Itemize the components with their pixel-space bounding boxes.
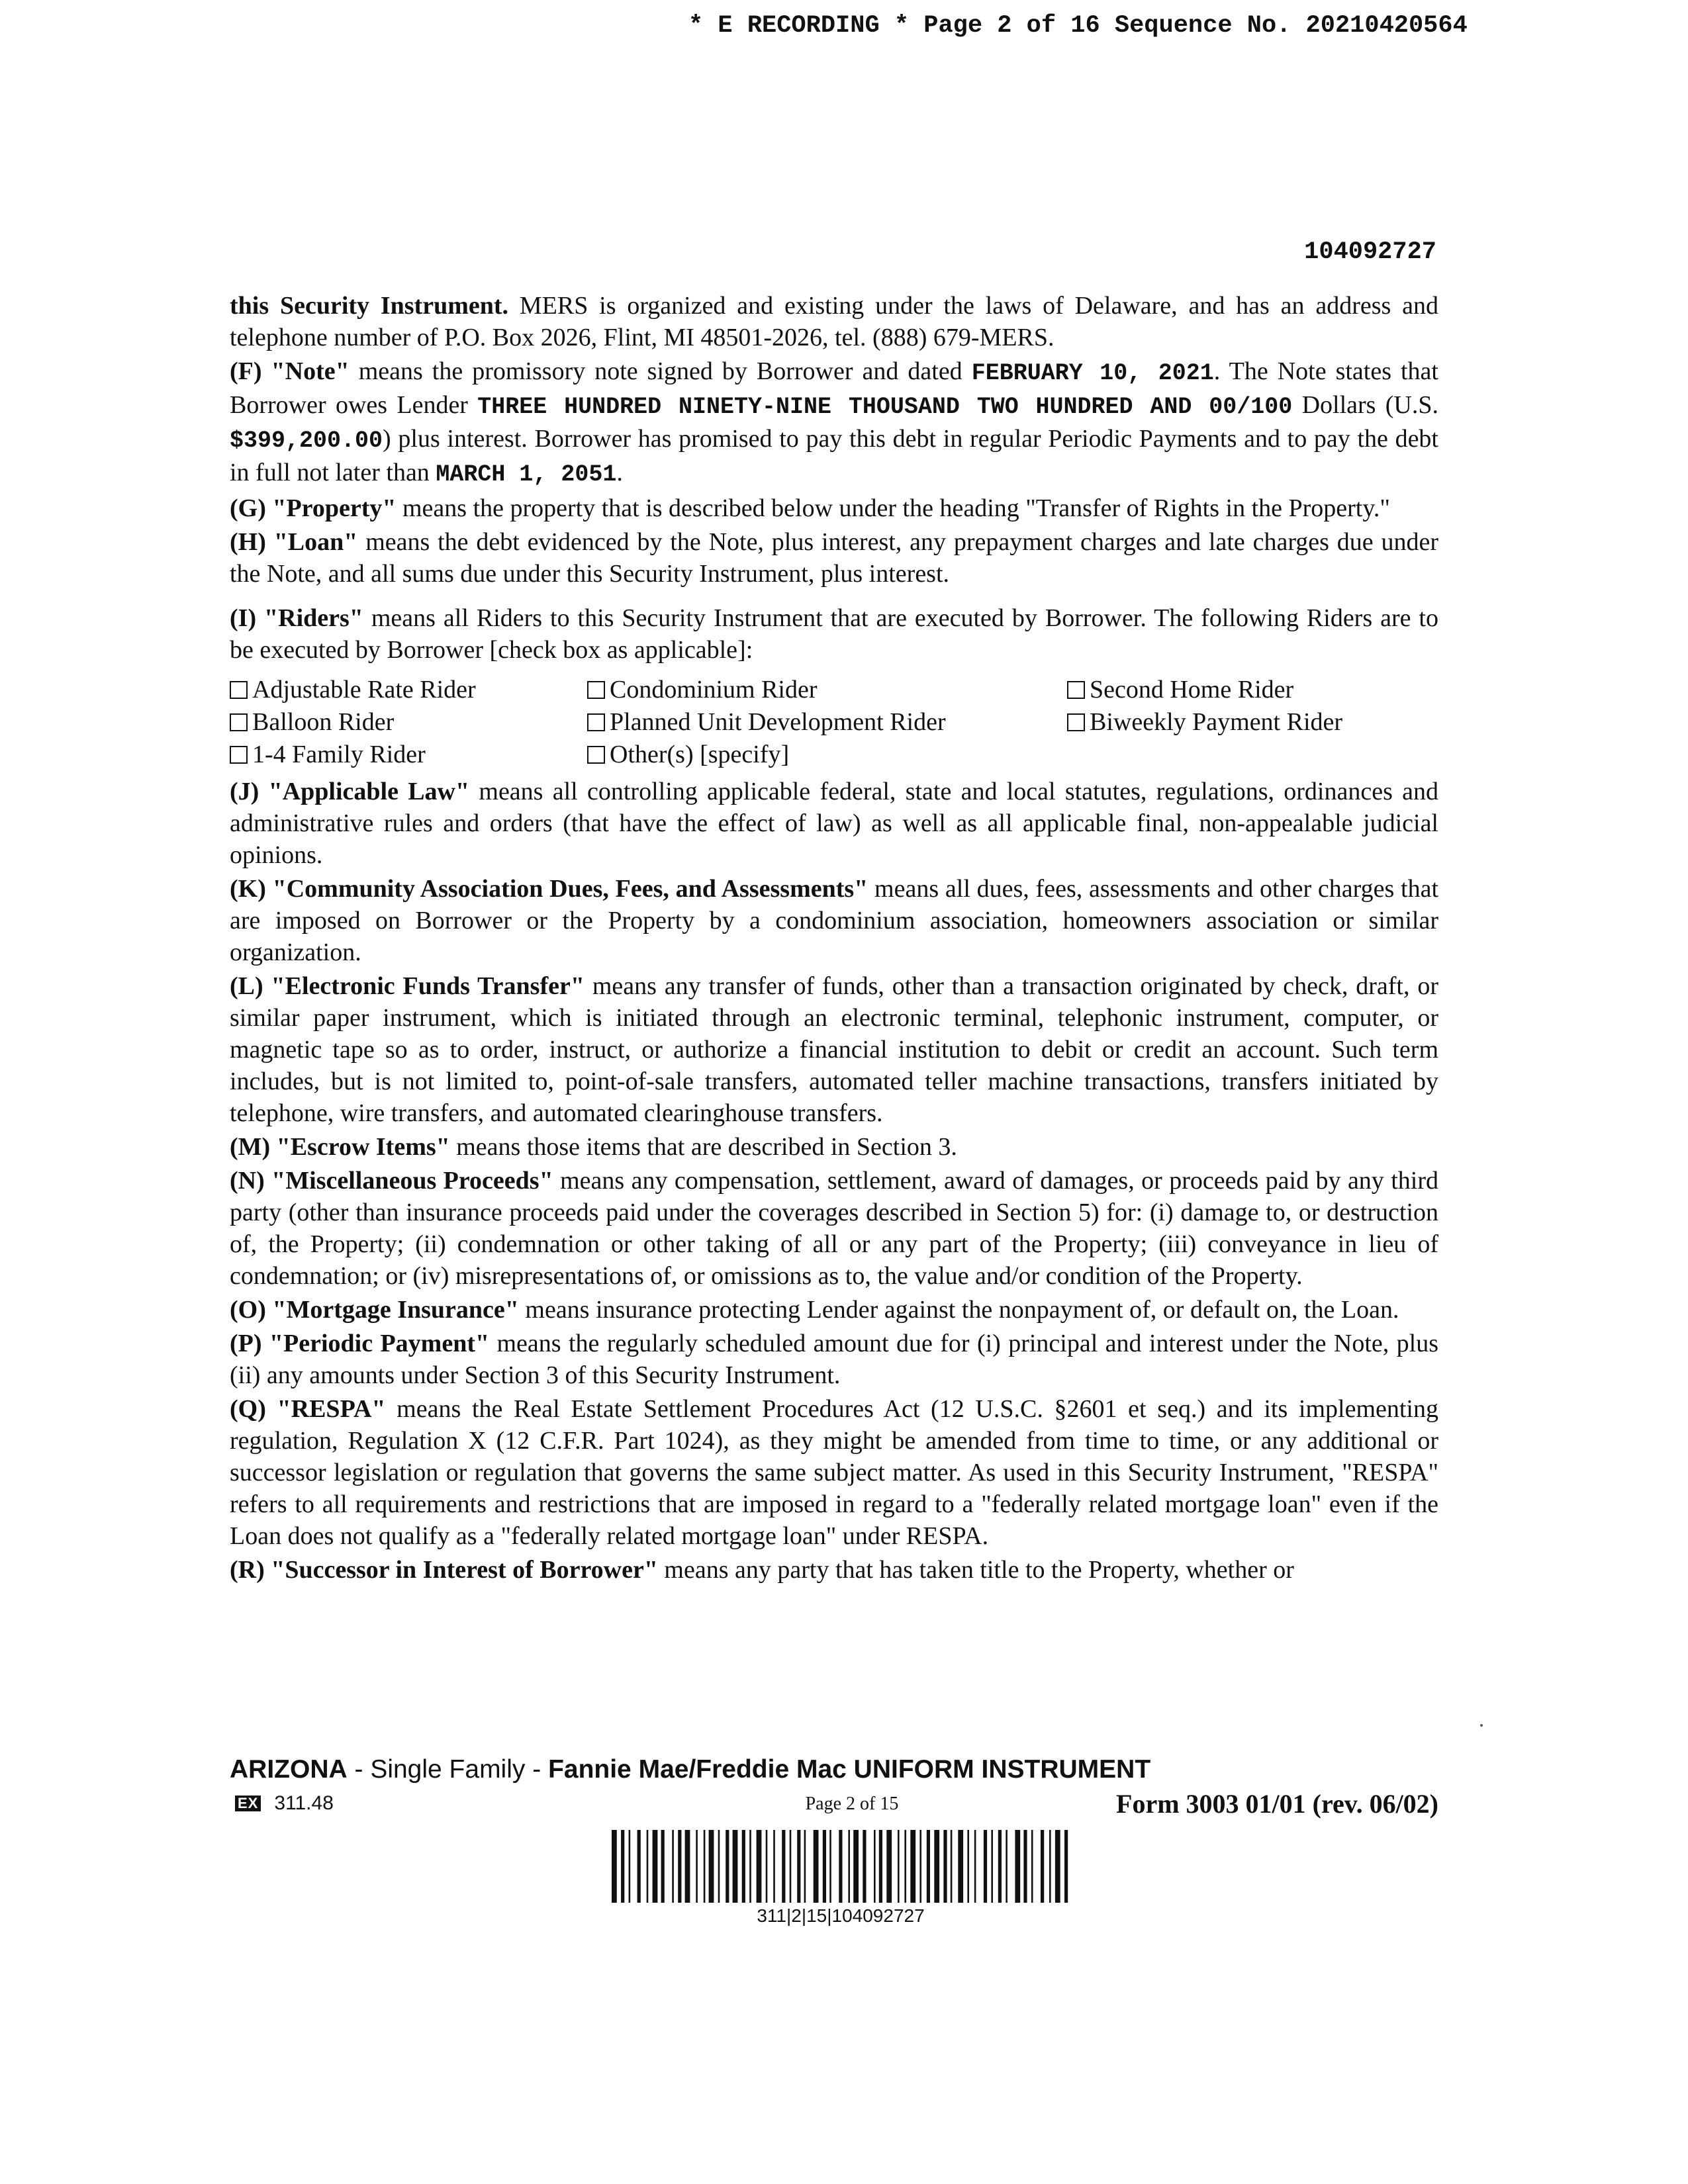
miscellaneous-proceeds-text: means any compensation, settlement, award of damages, or proceeds paid by any third party (other than insurance proceeds paid under the coverages described in Section 5) for: (i) damage to, or destruction of, the Property; (ii) condemnation or other taking of all or any part of the Property; (iii) conveyance in lieu of condemnation; or (iv) misrepresentations of, or omissions as to, the value and/or condition of the Property.: [230, 1167, 1438, 1290]
paragraph-property: [230, 492, 1438, 524]
rider-biweekly-payment[interactable]: [1067, 706, 1425, 738]
rider-adjustable-rate[interactable]: [230, 674, 587, 705]
rider-label: Biweekly Payment Rider: [1090, 708, 1343, 736]
document-body: [230, 290, 1438, 1588]
rider-1-4-family[interactable]: [230, 739, 587, 770]
barcode-text: 311|2|15|104092727: [757, 1905, 925, 1926]
respa-text: means the Real Estate Settlement Procedures Act (12 U.S.C. §2601 et seq.) and its implementing regulation, Regulation X (12 C.F.R. Part 1024), as they might be amended from time to time, or any additional or successor legislation or regulation that governs the same subject matter. As used in this Security Instrument, "RESPA" refers to all requirements and restrictions that are imposed in regard to a "federally related mortgage loan" even if the Loan does not qualify as a "federally related mortgage loan" under RESPA.: [230, 1395, 1438, 1550]
note-text-3: Dollars (U.S.: [1292, 391, 1438, 419]
checkbox-icon[interactable]: [1067, 713, 1085, 731]
note-date: FEBRUARY 10, 2021: [971, 360, 1214, 387]
paragraph-intro: [230, 290, 1438, 353]
rider-label: Adjustable Rate Rider: [252, 676, 476, 704]
successor-term: (R) "Successor in Interest of Borrower": [230, 1556, 658, 1584]
footer-state: ARIZONA: [230, 1755, 348, 1784]
footer-form-number: Form 3003 01/01 (rev. 06/02): [1116, 1789, 1438, 1819]
note-text-2: . The Note states that Borrower owes Lender: [230, 357, 1438, 419]
escrow-items-text: means those items that are described in Section 3.: [449, 1133, 957, 1161]
mortgage-insurance-term: (O) "Mortgage Insurance": [230, 1296, 519, 1324]
paragraph-escrow-items: [230, 1131, 1438, 1163]
footer-left: [235, 1792, 334, 1815]
footer-separator: - Single Family -: [347, 1755, 549, 1784]
paragraph-mortgage-insurance: [230, 1294, 1438, 1326]
rider-label: 1-4 Family Rider: [252, 741, 426, 768]
rider-label: Planned Unit Development Rider: [610, 708, 946, 736]
checkbox-icon[interactable]: [230, 713, 248, 731]
paragraph-electronic-funds: [230, 970, 1438, 1129]
note-amount: $399,200.00: [230, 428, 383, 454]
intro-text: MERS is organized and existing under the laws of Delaware, and has an address and telephone number of P.O. Box 2026, Flint, MI 48501-2026, tel. (888) 679-MERS.: [230, 292, 1438, 351]
note-text-1: means the promissory note signed by Borrower and dated: [349, 357, 972, 385]
property-term: (G) "Property": [230, 494, 397, 522]
escrow-items-term: (M) "Escrow Items": [230, 1133, 450, 1161]
riders-text: means all Riders to this Security Instrument that are executed by Borrower. The following Riders are to be executed by Borrower [check box as applicable]:: [230, 604, 1438, 664]
note-term: (F) "Note": [230, 357, 350, 385]
checkbox-icon[interactable]: [587, 681, 605, 699]
loan-number: 104092727: [1304, 238, 1436, 266]
loan-term: (H) "Loan": [230, 528, 358, 556]
paragraph-community-association: [230, 873, 1438, 968]
miscellaneous-proceeds-term: (N) "Miscellaneous Proceeds": [230, 1167, 553, 1195]
riders-checklist: [230, 674, 1438, 770]
mortgage-insurance-text: means insurance protecting Lender against the nonpayment of, or default on, the Loan.: [518, 1296, 1399, 1324]
community-association-term: (K) "Community Association Dues, Fees, and Assessments": [230, 875, 868, 903]
periodic-payment-text: means the regularly scheduled amount due for (i) principal and interest under the Note, plus (ii) any amounts under Section 3 of this Security Instrument.: [230, 1330, 1438, 1389]
checkbox-icon[interactable]: [587, 746, 605, 764]
footer-row: [230, 1788, 1438, 1821]
footer-title: [230, 1755, 1438, 1784]
paragraph-note: [230, 355, 1438, 490]
rider-planned-unit-development[interactable]: [587, 706, 1067, 738]
intro-lead: this Security Instrument.: [230, 292, 509, 320]
rider-label: Condominium Rider: [610, 676, 818, 704]
paragraph-loan: [230, 526, 1438, 590]
periodic-payment-term: (P) "Periodic Payment": [230, 1330, 490, 1357]
footer-instrument: Fannie Mae/Freddie Mac UNIFORM INSTRUMENT: [548, 1755, 1151, 1784]
rider-label: Other(s) [specify]: [610, 741, 790, 768]
paragraph-respa: [230, 1393, 1438, 1552]
rider-label: Second Home Rider: [1090, 676, 1294, 704]
paragraph-periodic-payment: [230, 1328, 1438, 1391]
paragraph-applicable-law: [230, 776, 1438, 871]
electronic-funds-text: means any transfer of funds, other than a transaction originated by check, draft, or similar paper instrument, which is initiated through an electronic terminal, telephonic instrument, computer, or magnetic tape so as to order, instruct, or authorize a financial institution to debit or credit an account. Such term includes, but is not limited to, point-of-sale transfers, automated teller machine transactions, transfers initiated by telephone, wire transfers, and automated clearinghouse transfers.: [230, 972, 1438, 1127]
note-text-5: .: [616, 459, 623, 486]
rider-balloon[interactable]: [230, 706, 587, 738]
recording-header: * E RECORDING * Page 2 of 16 Sequence No. 20210420564: [688, 12, 1468, 40]
applicable-law-term: (J) "Applicable Law": [230, 778, 470, 805]
successor-text: means any party that has taken title to the Property, whether or: [657, 1556, 1294, 1584]
note-amount-words: THREE HUNDRED NINETY-NINE THOUSAND TWO HUNDRED AND 00/100: [477, 394, 1293, 420]
checkbox-icon[interactable]: [230, 681, 248, 699]
riders-term: (I) "Riders": [230, 604, 363, 632]
electronic-funds-term: (L) "Electronic Funds Transfer": [230, 972, 585, 1000]
community-association-text: means all dues, fees, assessments and other charges that are imposed on Borrower or the Property by a condominium association, homeowners association or similar organization.: [230, 875, 1438, 966]
ex-logo-icon: EX: [235, 1796, 261, 1811]
note-text-4: ) plus interest. Borrower has promised to pay this debt in regular Periodic Payments and to pay the debt in full not later than: [230, 425, 1438, 486]
barcode-icon: [609, 1830, 1072, 1903]
footer-code: 311.48: [274, 1792, 334, 1814]
applicable-law-text: means all controlling applicable federal, state and local statutes, regulations, ordinances and administrative rules and orders (that have the effect of law) as well as all applicable final, non-appealable judicial opinions.: [230, 778, 1439, 869]
property-text: means the property that is described below under the heading "Transfer of Rights in the Property.": [396, 494, 1390, 522]
rider-other[interactable]: [587, 739, 1067, 770]
paragraph-riders: [230, 602, 1438, 666]
rider-condominium[interactable]: [587, 674, 1067, 705]
rider-label: Balloon Rider: [252, 708, 395, 736]
paragraph-successor-in-interest: [230, 1554, 1438, 1586]
checkbox-icon[interactable]: [230, 746, 248, 764]
note-maturity-date: MARCH 1, 2051: [436, 461, 617, 488]
scan-speck: [1480, 1724, 1483, 1727]
loan-text: means the debt evidenced by the Note, plus interest, any prepayment charges and late charges due under the Note, and all sums due under this Security Instrument, plus interest.: [230, 528, 1438, 588]
barcode: [609, 1830, 1072, 1927]
rider-second-home[interactable]: [1067, 674, 1425, 705]
respa-term: (Q) "RESPA": [230, 1395, 386, 1423]
checkbox-icon[interactable]: [587, 713, 605, 731]
footer-page-number: Page 2 of 15: [805, 1794, 899, 1814]
paragraph-miscellaneous-proceeds: [230, 1165, 1438, 1292]
checkbox-icon[interactable]: [1067, 681, 1085, 699]
